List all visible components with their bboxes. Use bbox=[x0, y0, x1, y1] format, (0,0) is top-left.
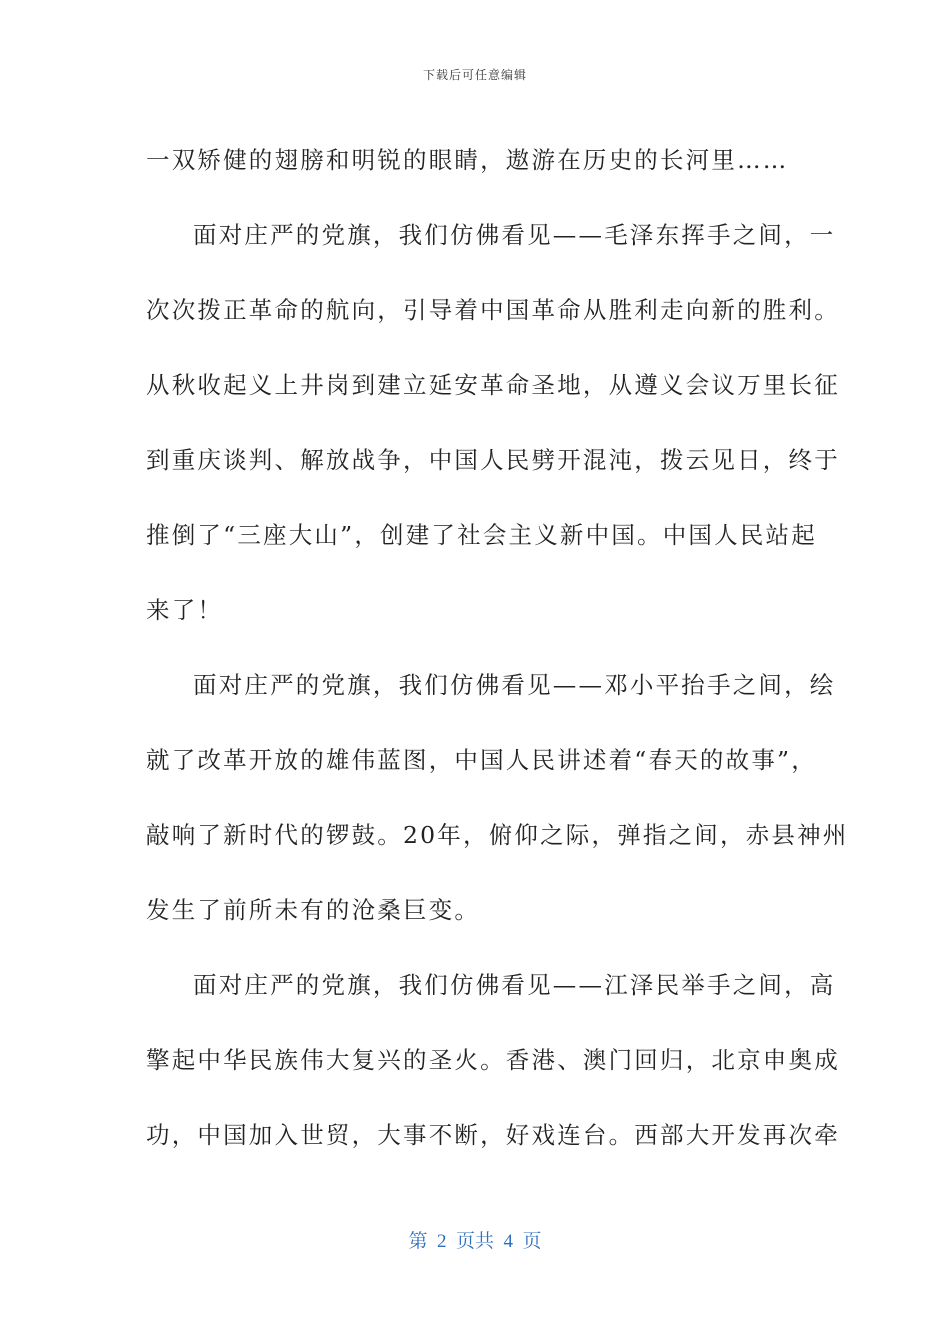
text-line: 面对庄严的党旗，我们仿佛看见——江泽民举手之间，高 bbox=[193, 971, 836, 999]
text-line: 面对庄严的党旗，我们仿佛看见——毛泽东挥手之间，一 bbox=[193, 221, 836, 249]
text-line: 就了改革开放的雄伟蓝图，中国人民讲述着“春天的故事”， bbox=[146, 746, 817, 774]
text-line: 面对庄严的党旗，我们仿佛看见——邓小平抬手之间，绘 bbox=[193, 671, 836, 699]
text-line: 次次拨正革命的航向，引导着中国革命从胜利走向新的胜利。 bbox=[146, 296, 840, 324]
text-line: 到重庆谈判、解放战争，中国人民劈开混沌，拨云见日，终于 bbox=[146, 446, 840, 474]
text-line: 来了！ bbox=[146, 596, 224, 624]
text-line: 一双矫健的翅膀和明锐的眼睛，遨游在历史的长河里…… bbox=[146, 146, 789, 174]
text-line: 擎起中华民族伟大复兴的圣火。香港、澳门回归，北京申奥成 bbox=[146, 1046, 840, 1074]
text-line: 从秋收起义上井岗到建立延安革命圣地，从遵义会议万里长征 bbox=[146, 371, 840, 399]
text-line: 功，中国加入世贸，大事不断，好戏连台。西部大开发再次牵 bbox=[146, 1121, 840, 1149]
text-line: 推倒了“三座大山”，创建了社会主义新中国。中国人民站起 bbox=[146, 521, 817, 549]
text-line: 发生了前所未有的沧桑巨变。 bbox=[146, 896, 481, 924]
page-header: 下载后可任意编辑 bbox=[422, 68, 527, 82]
text-line: 敲响了新时代的锣鼓。20年，俯仰之际，弹指之间，赤县神州 bbox=[146, 821, 849, 849]
page-number-footer: 第 2 页共 4 页 bbox=[408, 1231, 542, 1252]
